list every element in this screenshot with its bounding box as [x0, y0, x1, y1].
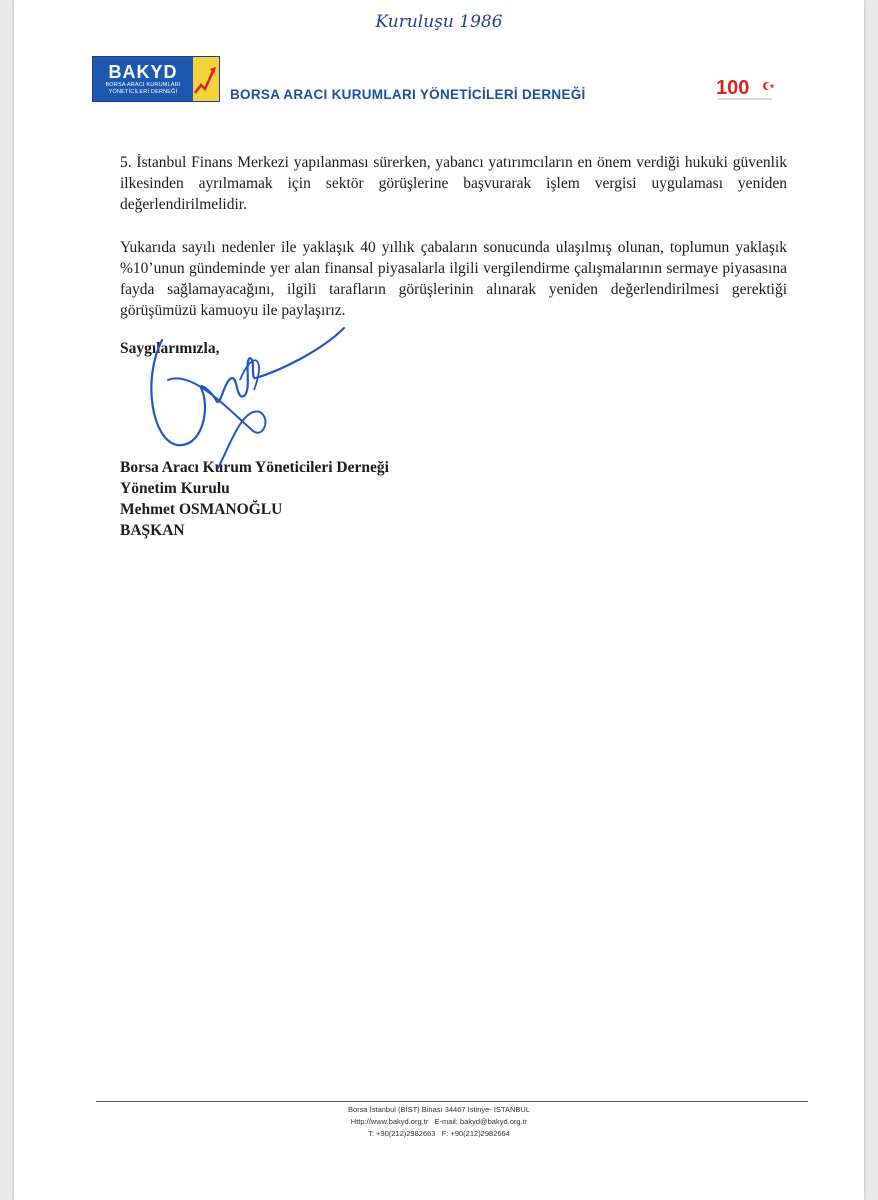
centennial-badge — [712, 74, 782, 104]
founded-note: Kuruluşu 1986 — [375, 12, 503, 32]
footer-divider — [96, 1101, 808, 1102]
badge-text: 100 — [716, 77, 750, 99]
signatory-organization: Borsa Aracı Kurum Yöneticileri Derneği — [120, 459, 389, 476]
logo-sub-line2: YÖNETİCİLERİ DERNEĞİ — [108, 88, 178, 95]
logo-sub-line1: BORSA ARACI KURUMLARI — [105, 81, 181, 88]
signatory-name: Mehmet OSMANOĞLU — [120, 501, 283, 518]
logo-name: BAKYD — [108, 61, 178, 82]
handwritten-signature — [132, 320, 372, 470]
chart-growth-icon — [193, 57, 219, 101]
letter-page — [14, 0, 864, 1200]
closing: Saygılarımızla, — [120, 340, 220, 357]
paragraph-2: Yukarıda sayılı nedenler ile yaklaşık 40 yıllık çabaların sonucunda ulaşılmış olunan, toplumun yaklaşık %10’unun gündeminde yer alan finansal piyasalarla ilgili vergilendirme çalışmalarının sermaye piyasasına fayda sağlamayacağını, ilgili tarafların görüşlerinin alınarak yeniden değerlendirilmesi gerektiği görüşümüzü kamuoyu ile paylaşırız. — [120, 239, 787, 319]
footer-address: Borsa İstanbul (BİST) Binası 34467 İstinye- İSTANBUL — [347, 1105, 531, 1114]
signatory-title: BAŞKAN — [120, 522, 185, 539]
org-title: BORSA ARACI KURUMLARI YÖNETİCİLERİ DERNEĞİ — [230, 87, 586, 102]
paragraph-1: 5. İstanbul Finans Merkezi yapılanması sürerken, yabancı yatırımcıların en önem verdiği hukuki güvenlik ilkesinden ayrılmamak için sektör görüşlerine başvurarak işlem vergisi uygulaması yeniden değerlendirilmelidir. — [120, 154, 787, 213]
footer-web-email: Http://www.bakyd.org.tr E-mail: bakyd@bakyd.org.tr — [350, 1117, 528, 1126]
signatory-board: Yönetim Kurulu — [120, 480, 230, 497]
bakyd-logo — [92, 56, 220, 102]
footer-phone-fax: T: +90(212)2982663 F: +90(212)2982664 — [368, 1129, 510, 1138]
footer — [14, 1104, 864, 1140]
